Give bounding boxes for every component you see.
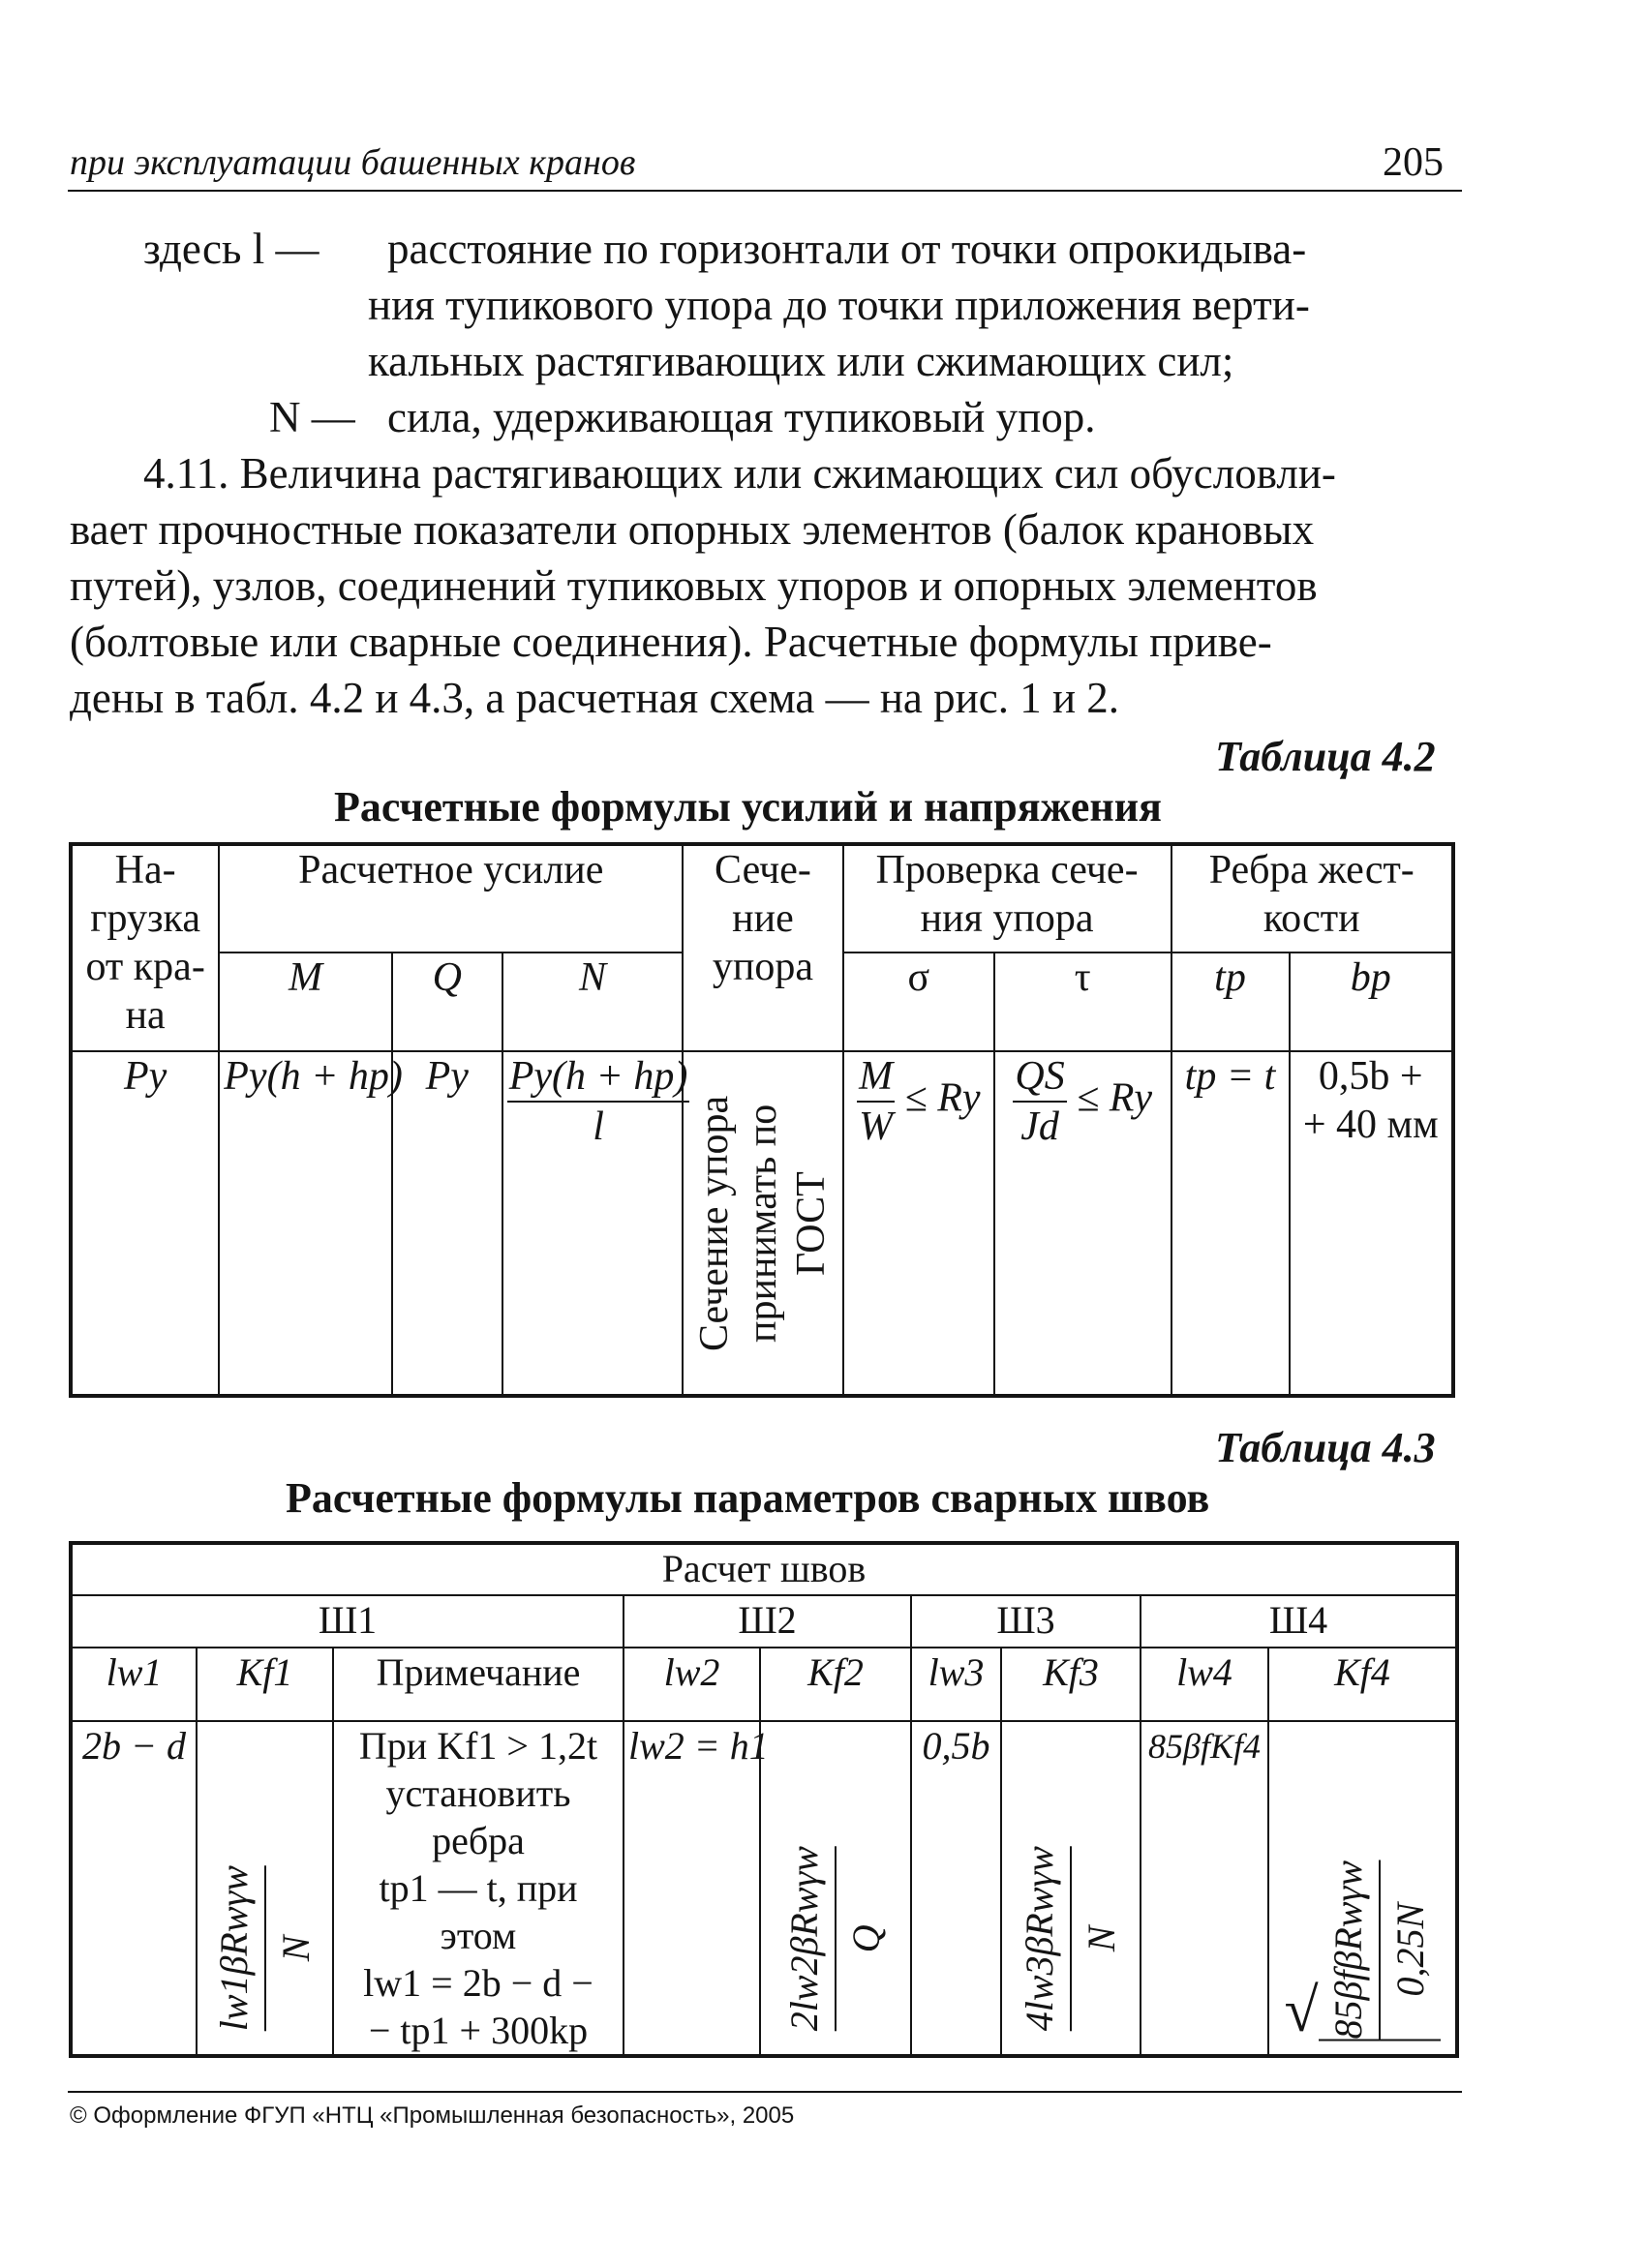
cell-kf3 — [1001, 1721, 1141, 2056]
subheader-q: Q — [392, 953, 502, 1051]
radical-sign-icon: √ — [1284, 1976, 1319, 2044]
rotated-fraction — [1319, 1860, 1441, 2041]
denominator: 2lw2βRwγw — [775, 1846, 837, 2031]
paragraph-line: (болтовые или сварные соединения). Расчетные формулы приве- — [70, 618, 1272, 666]
col-kf3: Kf3 — [1001, 1648, 1141, 1721]
col-kf1: Kf1 — [197, 1648, 333, 1721]
subheader-bp: bр — [1290, 953, 1453, 1051]
definition-l-line2: ния тупикового упора до точки приложения верти- — [368, 281, 1310, 329]
rotated-fraction — [1010, 1846, 1132, 2031]
cell-sigma — [843, 1051, 994, 1396]
cell-lw2: lw2 = h1 — [624, 1721, 760, 2056]
denominator: 85βfβRwγw — [1319, 1860, 1381, 2040]
cell-section — [683, 1051, 842, 1396]
page-number: 205 — [1383, 140, 1444, 185]
numerator: Pу(h + hр) — [507, 1052, 690, 1103]
subheader-sigma: σ — [843, 953, 994, 1051]
cell-tau — [994, 1051, 1171, 1396]
definition-n-intro: N — — [269, 393, 355, 441]
cell-lw4: 85βfKf4 — [1141, 1721, 1268, 2056]
cell-n — [502, 1051, 688, 1396]
col-kf4: Kf4 — [1268, 1648, 1457, 1721]
header-rule — [68, 190, 1462, 192]
denominator: W — [859, 1104, 894, 1149]
subheader-tau: τ — [994, 953, 1171, 1051]
header-sh3: Ш3 — [911, 1595, 1141, 1648]
denominator: 4lw3βRwγw — [1010, 1846, 1072, 2031]
paragraph-line: дены в табл. 4.2 и 4.3, а расчетная схема — на рис. 1 и 2. — [70, 674, 1120, 722]
cell-kf1 — [197, 1721, 333, 2056]
numerator: N — [1080, 1925, 1123, 1951]
numerator: Q — [844, 1923, 888, 1952]
cell-note: При Kf1 > 1,2t установить ребра tр1 — t, при этом lw1 = 2b − d − − tр1 + 300kp — [333, 1721, 624, 2056]
cell-kf2 — [760, 1721, 911, 2056]
definition-l-line3: кальных растягивающих или сжимающих сил; — [368, 337, 1234, 385]
footer-rule — [68, 2091, 1462, 2093]
square-root — [1284, 1860, 1440, 2044]
relation: ≤ Rу — [904, 1075, 981, 1121]
cell-bp: 0,5b + + 40 мм — [1290, 1051, 1453, 1396]
col-lw2: lw2 — [624, 1648, 760, 1721]
cell-lw1: 2b − d — [71, 1721, 197, 2056]
numerator: QS — [1013, 1052, 1066, 1103]
cell-load: Pу — [71, 1051, 219, 1396]
relation: ≤ Rу — [1077, 1075, 1153, 1121]
paragraph-line: вает прочностные показатели опорных элементов (балок крановых — [70, 505, 1315, 554]
fraction — [507, 1052, 690, 1151]
header-load: На- грузка от кра- на — [71, 844, 219, 1051]
denominator: Jd — [1020, 1104, 1059, 1149]
col-lw3: lw3 — [911, 1648, 1001, 1721]
table-4-2-title: Расчетные формулы усилий и напряжения — [334, 783, 1162, 831]
header-stiffening-ribs: Ребра жест- кости — [1171, 844, 1454, 953]
col-lw1: lw1 — [71, 1648, 197, 1721]
header-sh1: Ш1 — [71, 1595, 624, 1648]
header-sh4: Ш4 — [1141, 1595, 1457, 1648]
cell-lw3: 0,5b — [911, 1721, 1001, 2056]
definition-l-line1: расстояние по горизонтали от точки опрокидыва- — [387, 225, 1307, 273]
header-section: Сече- ние упора — [683, 844, 842, 1051]
subheader-n: N — [502, 953, 684, 1051]
cell-kf4 — [1268, 1721, 1457, 2056]
col-note: Примечание — [333, 1648, 624, 1721]
rotated-fraction — [775, 1846, 897, 2031]
cell-q: Pу — [392, 1051, 502, 1396]
cell-m: Pу(h + hр) — [219, 1051, 391, 1396]
subheader-tp: tр — [1171, 953, 1290, 1051]
rotated-fraction — [204, 1865, 326, 2031]
fraction — [1013, 1052, 1066, 1151]
denominator: lw1βRwγw — [204, 1865, 266, 2031]
subheader-m: M — [219, 953, 391, 1051]
numerator: M — [857, 1052, 895, 1103]
col-lw4: lw4 — [1141, 1648, 1268, 1721]
table-4-2-caption: Таблица 4.2 — [1215, 733, 1436, 780]
header-sh2: Ш2 — [624, 1595, 911, 1648]
section-note: Сечение упора принимать по ГОСТ — [691, 1095, 834, 1351]
numerator: 0,25N — [1387, 1903, 1432, 1998]
table-4-3 — [69, 1541, 1459, 2058]
paragraph-line: 4.11. Величина растягивающих или сжимающих сил обусловли- — [143, 449, 1336, 498]
cell-tp: tр = t — [1171, 1051, 1290, 1396]
definition-n-line1: сила, удерживающая тупиковый упор. — [387, 393, 1096, 441]
denominator: l — [593, 1104, 604, 1149]
footer-copyright: © Оформление ФГУП «НТЦ «Промышленная безопасность», 2005 — [70, 2102, 795, 2129]
header-design-force: Расчетное усилие — [219, 844, 683, 953]
definition-l-intro: здесь l — — [143, 225, 319, 273]
running-title: при эксплуатации башенных кранов — [70, 142, 636, 183]
col-kf2: Kf2 — [760, 1648, 911, 1721]
header-section-check: Проверка сече- ния упора — [843, 844, 1171, 953]
header-weld-calc: Расчет швов — [71, 1543, 1457, 1595]
table-4-3-caption: Таблица 4.3 — [1215, 1424, 1436, 1471]
paragraph-line: путей), узлов, соединений тупиковых упоров и опорных элементов — [70, 561, 1318, 610]
table-4-2 — [69, 842, 1455, 1398]
fraction — [857, 1052, 895, 1151]
numerator: N — [273, 1935, 318, 1961]
table-4-3-title: Расчетные формулы параметров сварных швов — [286, 1474, 1210, 1522]
